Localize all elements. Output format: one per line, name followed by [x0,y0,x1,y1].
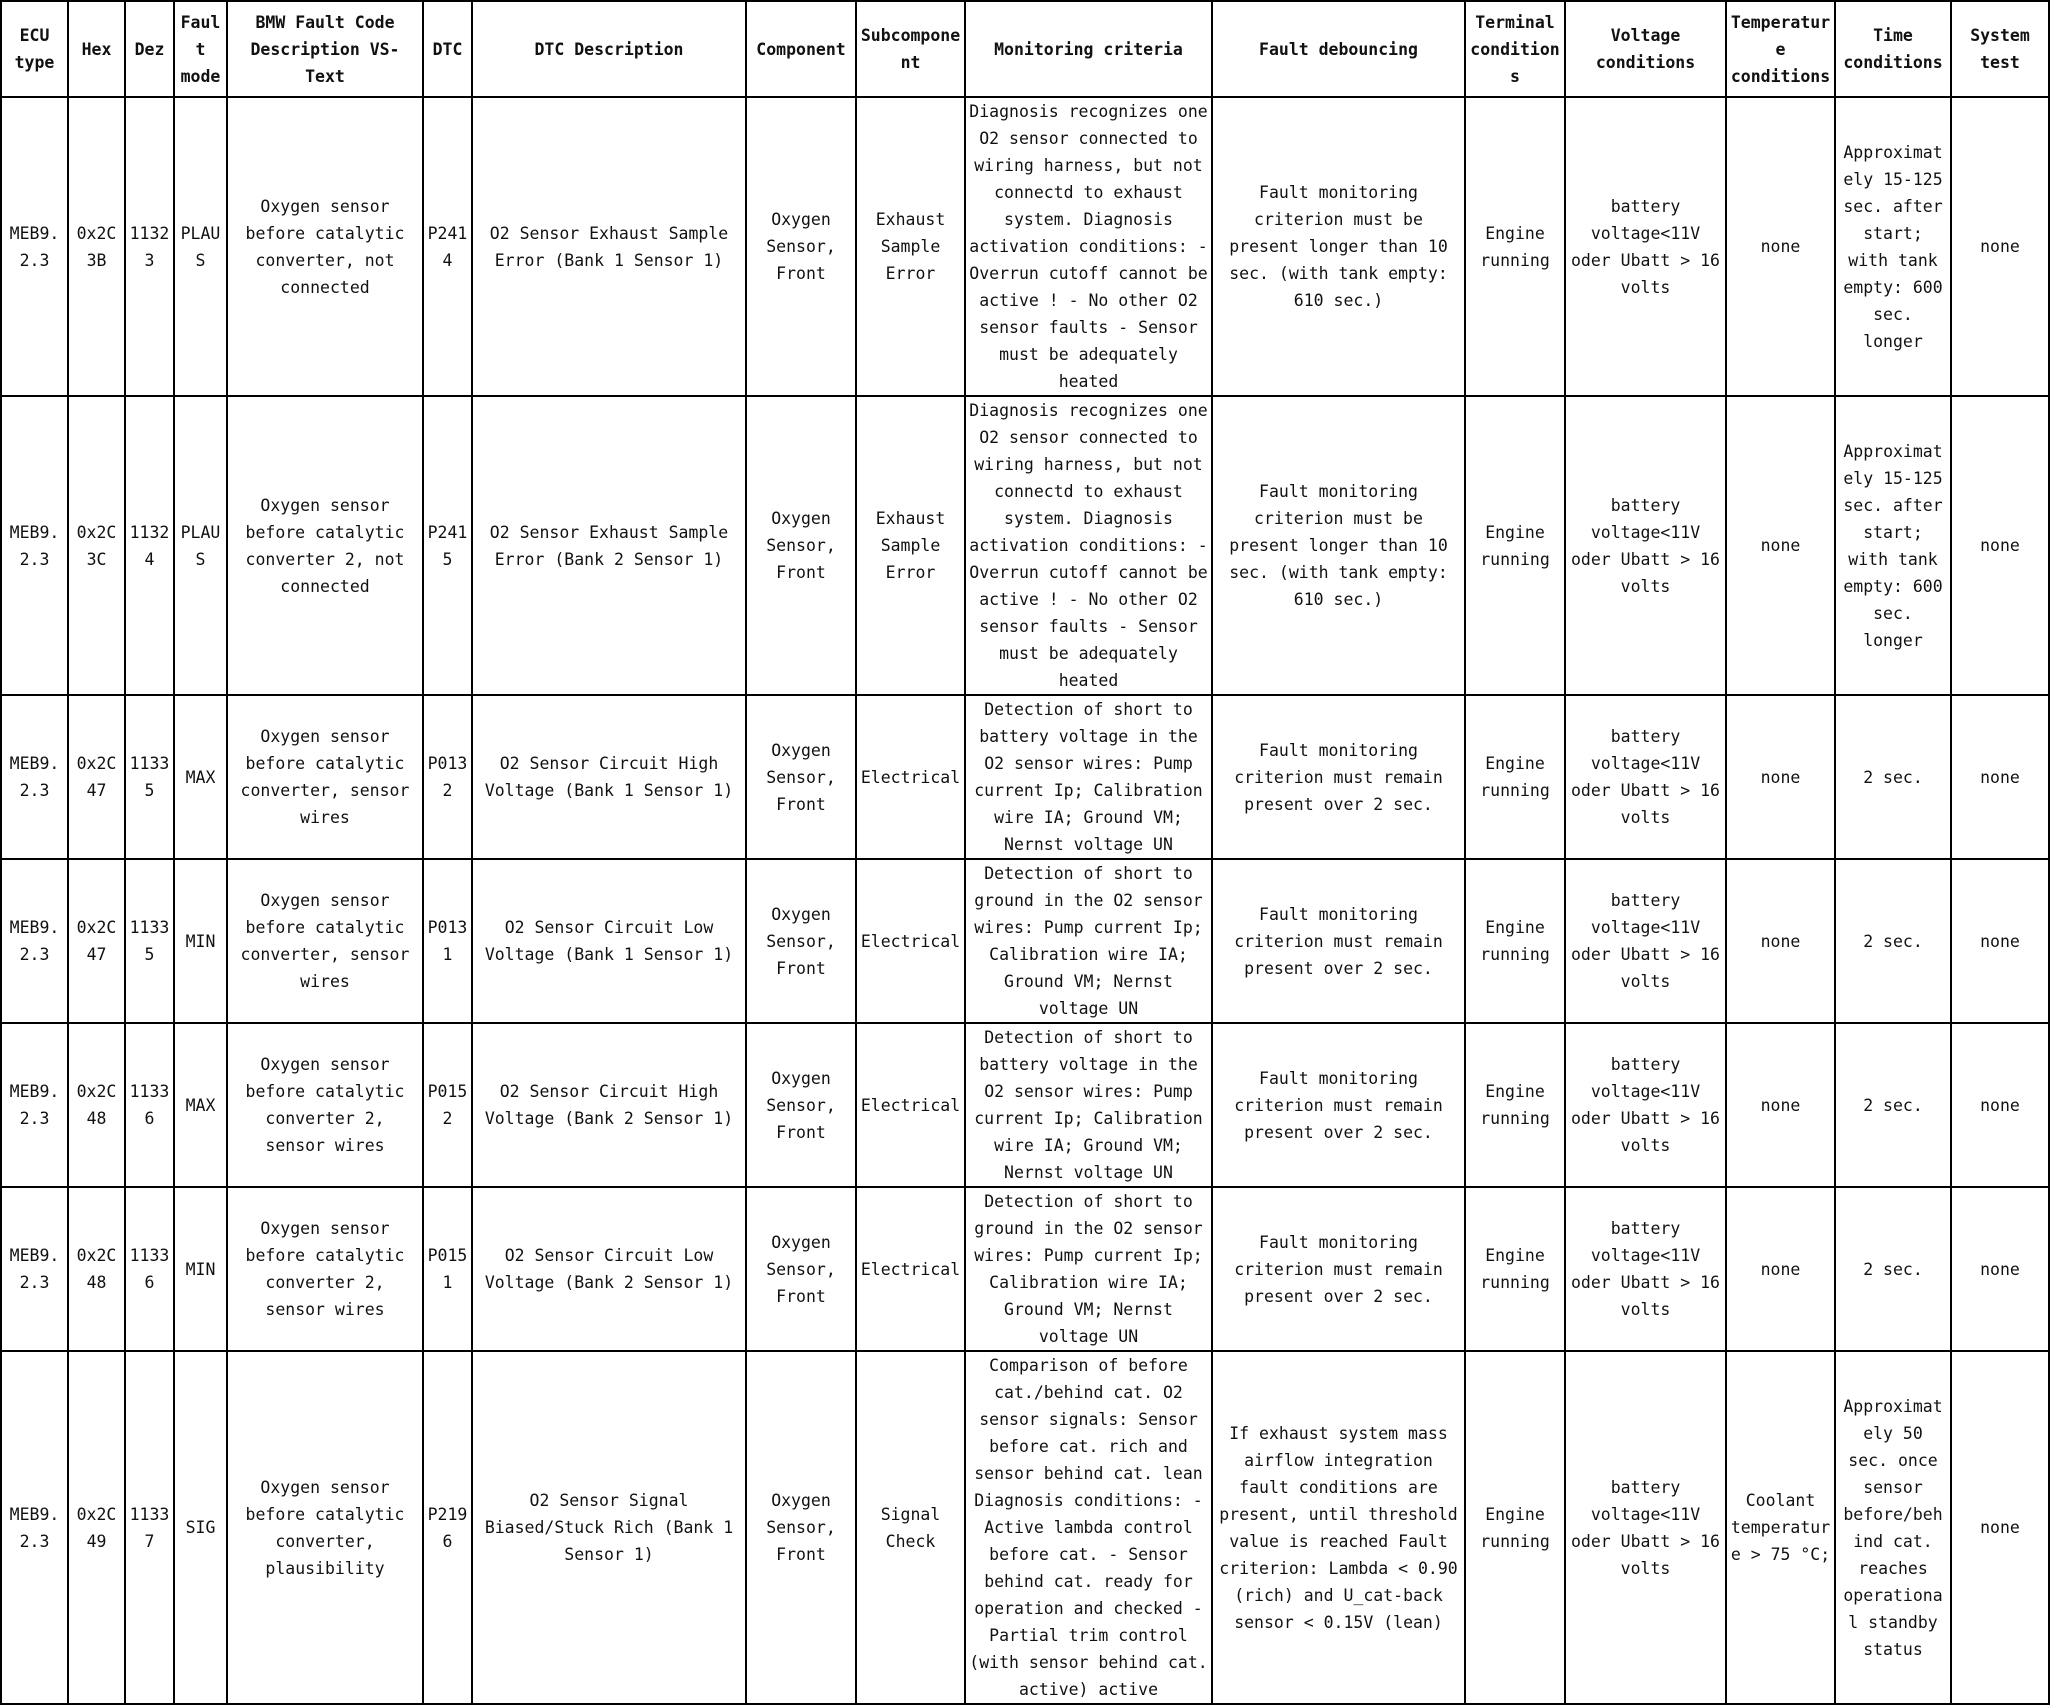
column-header-system-test: System test [1951,1,2049,97]
time-conditions-cell: Approximately 50 sec. once sensor before/behind cat. reaches operational standby status [1835,1351,1951,1704]
subcomponent-cell: Electrical [856,695,965,859]
dtc-cell: P2414 [423,97,472,396]
dtc-description-cell: O2 Sensor Circuit Low Voltage (Bank 1 Sensor 1) [472,859,746,1023]
hex-cell: 0x2C47 [68,695,125,859]
fault-mode-cell: MIN [174,1187,227,1351]
dez-cell: 11336 [125,1187,174,1351]
hex-cell: 0x2C3B [68,97,125,396]
dtc-cell: P2415 [423,396,472,695]
dez-cell: 11323 [125,97,174,396]
fault-mode-cell: MIN [174,859,227,1023]
terminal-conditions-cell: Engine running [1465,695,1565,859]
bmw-description-cell: Oxygen sensor before catalytic converter, plausibility [227,1351,423,1704]
system-test-cell: none [1951,396,2049,695]
bmw-description-cell: Oxygen sensor before catalytic converter 2, not connected [227,396,423,695]
terminal-conditions-cell: Engine running [1465,1187,1565,1351]
subcomponent-cell: Exhaust Sample Error [856,97,965,396]
terminal-conditions-cell: Engine running [1465,1351,1565,1704]
subcomponent-cell: Electrical [856,1187,965,1351]
temperature-conditions-cell: Coolant temperature > 75 °C; [1726,1351,1835,1704]
temperature-conditions-cell: none [1726,1023,1835,1187]
fault-debouncing-cell: Fault monitoring criterion must be present longer than 10 sec. (with tank empty: 610 sec.) [1212,97,1465,396]
voltage-conditions-cell: battery voltage<11V oder Ubatt > 16 volts [1565,859,1726,1023]
voltage-conditions-cell: battery voltage<11V oder Ubatt > 16 volts [1565,97,1726,396]
fault-debouncing-cell: Fault monitoring criterion must remain present over 2 sec. [1212,1187,1465,1351]
time-conditions-cell: 2 sec. [1835,1187,1951,1351]
fault-mode-cell: SIG [174,1351,227,1704]
temperature-conditions-cell: none [1726,97,1835,396]
dez-cell: 11336 [125,1023,174,1187]
temperature-conditions-cell: none [1726,695,1835,859]
ecu-type-cell: MEB9.2.3 [1,1351,68,1704]
dtc-cell: P2196 [423,1351,472,1704]
column-header-subcomponent: Subcomponent [856,1,965,97]
dez-cell: 11324 [125,396,174,695]
bmw-description-cell: Oxygen sensor before catalytic converter, sensor wires [227,695,423,859]
column-header-terminal-conditions: Terminal conditions [1465,1,1565,97]
subcomponent-cell: Electrical [856,859,965,1023]
fault-mode-cell: MAX [174,1023,227,1187]
column-header-time-conditions: Time conditions [1835,1,1951,97]
subcomponent-cell: Signal Check [856,1351,965,1704]
voltage-conditions-cell: battery voltage<11V oder Ubatt > 16 volts [1565,1023,1726,1187]
bmw-description-cell: Oxygen sensor before catalytic converter 2, sensor wires [227,1187,423,1351]
terminal-conditions-cell: Engine running [1465,1023,1565,1187]
component-cell: Oxygen Sensor, Front [746,859,856,1023]
voltage-conditions-cell: battery voltage<11V oder Ubatt > 16 volts [1565,1351,1726,1704]
time-conditions-cell: 2 sec. [1835,1023,1951,1187]
monitoring-criteria-cell: Detection of short to ground in the O2 sensor wires: Pump current Ip; Calibration wire IA; Ground VM; Nernst voltage UN [965,859,1212,1023]
column-header-dtc: DTC [423,1,472,97]
bmw-description-cell: Oxygen sensor before catalytic converter 2, sensor wires [227,1023,423,1187]
fault-debouncing-cell: If exhaust system mass airflow integration fault conditions are present, until threshold value is reached Fault criterion: Lambda < 0.90 (rich) and U_cat-back sensor < 0.15V (lean) [1212,1351,1465,1704]
table-row [1,1023,2049,1187]
bmw-description-cell: Oxygen sensor before catalytic converter, sensor wires [227,859,423,1023]
header-row [1,1,2049,97]
table-row [1,1187,2049,1351]
column-header-ecu-type: ECU type [1,1,68,97]
system-test-cell: none [1951,695,2049,859]
system-test-cell: none [1951,1187,2049,1351]
column-header-bmw-description: BMW Fault Code Description VS-Text [227,1,423,97]
column-header-component: Component [746,1,856,97]
column-header-dez: Dez [125,1,174,97]
ecu-type-cell: MEB9.2.3 [1,1187,68,1351]
ecu-type-cell: MEB9.2.3 [1,1023,68,1187]
hex-cell: 0x2C48 [68,1187,125,1351]
ecu-type-cell: MEB9.2.3 [1,396,68,695]
dez-cell: 11335 [125,859,174,1023]
component-cell: Oxygen Sensor, Front [746,396,856,695]
subcomponent-cell: Exhaust Sample Error [856,396,965,695]
component-cell: Oxygen Sensor, Front [746,97,856,396]
component-cell: Oxygen Sensor, Front [746,1351,856,1704]
dtc-cell: P0151 [423,1187,472,1351]
monitoring-criteria-cell: Detection of short to ground in the O2 sensor wires: Pump current Ip; Calibration wire IA; Ground VM; Nernst voltage UN [965,1187,1212,1351]
hex-cell: 0x2C48 [68,1023,125,1187]
temperature-conditions-cell: none [1726,1187,1835,1351]
dez-cell: 11337 [125,1351,174,1704]
hex-cell: 0x2C47 [68,859,125,1023]
dtc-description-cell: O2 Sensor Circuit High Voltage (Bank 1 Sensor 1) [472,695,746,859]
fault-debouncing-cell: Fault monitoring criterion must remain present over 2 sec. [1212,859,1465,1023]
ecu-type-cell: MEB9.2.3 [1,859,68,1023]
table-row [1,97,2049,396]
monitoring-criteria-cell: Diagnosis recognizes one O2 sensor connected to wiring harness, but not connectd to exhaust system. Diagnosis activation conditions: - Overrun cutoff cannot be active ! - No other O2 sensor faults - Sensor must be adequately heated [965,396,1212,695]
voltage-conditions-cell: battery voltage<11V oder Ubatt > 16 volts [1565,396,1726,695]
ecu-type-cell: MEB9.2.3 [1,97,68,396]
dtc-cell: P0132 [423,695,472,859]
temperature-conditions-cell: none [1726,396,1835,695]
hex-cell: 0x2C49 [68,1351,125,1704]
column-header-temperature-conditions: Temperature conditions [1726,1,1835,97]
fault-mode-cell: MAX [174,695,227,859]
voltage-conditions-cell: battery voltage<11V oder Ubatt > 16 volts [1565,695,1726,859]
terminal-conditions-cell: Engine running [1465,859,1565,1023]
time-conditions-cell: 2 sec. [1835,695,1951,859]
monitoring-criteria-cell: Diagnosis recognizes one O2 sensor connected to wiring harness, but not connectd to exhaust system. Diagnosis activation conditions: - Overrun cutoff cannot be active ! - No other O2 sensor faults - Sensor must be adequately heated [965,97,1212,396]
temperature-conditions-cell: none [1726,859,1835,1023]
table-row [1,396,2049,695]
column-header-voltage-conditions: Voltage conditions [1565,1,1726,97]
dtc-description-cell: O2 Sensor Signal Biased/Stuck Rich (Bank 1 Sensor 1) [472,1351,746,1704]
dtc-cell: P0131 [423,859,472,1023]
dtc-description-cell: O2 Sensor Circuit High Voltage (Bank 2 Sensor 1) [472,1023,746,1187]
table-row [1,859,2049,1023]
hex-cell: 0x2C3C [68,396,125,695]
fault-debouncing-cell: Fault monitoring criterion must remain present over 2 sec. [1212,1023,1465,1187]
bmw-description-cell: Oxygen sensor before catalytic converter, not connected [227,97,423,396]
dtc-description-cell: O2 Sensor Circuit Low Voltage (Bank 2 Sensor 1) [472,1187,746,1351]
column-header-fault-debouncing: Fault debouncing [1212,1,1465,97]
column-header-monitoring-criteria: Monitoring criteria [965,1,1212,97]
monitoring-criteria-cell: Detection of short to battery voltage in the O2 sensor wires: Pump current Ip; Calibration wire IA; Ground VM; Nernst voltage UN [965,1023,1212,1187]
system-test-cell: none [1951,1351,2049,1704]
system-test-cell: none [1951,1023,2049,1187]
subcomponent-cell: Electrical [856,1023,965,1187]
table-row [1,695,2049,859]
terminal-conditions-cell: Engine running [1465,97,1565,396]
column-header-fault-mode: Fault mode [174,1,227,97]
dtc-description-cell: O2 Sensor Exhaust Sample Error (Bank 2 Sensor 1) [472,396,746,695]
fault-debouncing-cell: Fault monitoring criterion must be present longer than 10 sec. (with tank empty: 610 sec.) [1212,396,1465,695]
component-cell: Oxygen Sensor, Front [746,1187,856,1351]
fault-mode-cell: PLAUS [174,396,227,695]
table-row [1,1351,2049,1704]
dtc-cell: P0152 [423,1023,472,1187]
time-conditions-cell: 2 sec. [1835,859,1951,1023]
voltage-conditions-cell: battery voltage<11V oder Ubatt > 16 volts [1565,1187,1726,1351]
system-test-cell: none [1951,97,2049,396]
component-cell: Oxygen Sensor, Front [746,1023,856,1187]
monitoring-criteria-cell: Detection of short to battery voltage in the O2 sensor wires: Pump current Ip; Calibration wire IA; Ground VM; Nernst voltage UN [965,695,1212,859]
time-conditions-cell: Approximately 15-125 sec. after start; with tank empty: 600 sec. longer [1835,396,1951,695]
dez-cell: 11335 [125,695,174,859]
monitoring-criteria-cell: Comparison of before cat./behind cat. O2 sensor signals: Sensor before cat. rich and sensor behind cat. lean Diagnosis conditions: - Active lambda control before cat. - Sensor behind cat. ready for operation and checked - Partial trim control (with sensor behind cat. active) active [965,1351,1212,1704]
component-cell: Oxygen Sensor, Front [746,695,856,859]
column-header-hex: Hex [68,1,125,97]
column-header-dtc-description: DTC Description [472,1,746,97]
fault-debouncing-cell: Fault monitoring criterion must remain present over 2 sec. [1212,695,1465,859]
fault-mode-cell: PLAUS [174,97,227,396]
system-test-cell: none [1951,859,2049,1023]
time-conditions-cell: Approximately 15-125 sec. after start; with tank empty: 600 sec. longer [1835,97,1951,396]
ecu-type-cell: MEB9.2.3 [1,695,68,859]
terminal-conditions-cell: Engine running [1465,396,1565,695]
dtc-description-cell: O2 Sensor Exhaust Sample Error (Bank 1 Sensor 1) [472,97,746,396]
